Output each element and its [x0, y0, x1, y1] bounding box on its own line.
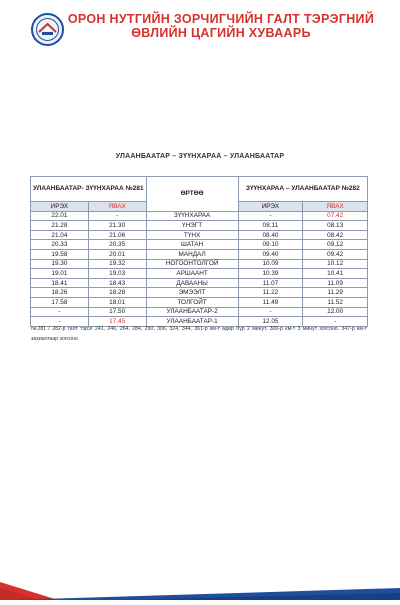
right-depart-cell: -: [303, 317, 368, 327]
right-arrive-cell: 11.22: [238, 288, 303, 298]
right-depart-cell: 11.09: [303, 278, 368, 288]
station-cell: НОГООНТОЛГОЙ: [146, 259, 238, 269]
right-depart-cell: 08.42: [303, 230, 368, 240]
left-depart-cell: -: [88, 211, 146, 221]
right-depart-cell: 10.41: [303, 269, 368, 279]
table-row: [31, 278, 368, 288]
right-arrive-cell: 10.39: [238, 269, 303, 279]
right-arrive-cell: 09.40: [238, 249, 303, 259]
left-depart-cell: 21.30: [88, 221, 146, 231]
left-depart-cell: 19.32: [88, 259, 146, 269]
left-route-header: УЛААНБААТАР- ЗҮҮНХАРАА №281: [31, 177, 147, 202]
right-route-header: ЗҮҮНХАРАА – УЛААНБААТАР №282: [238, 177, 367, 202]
left-arrive-cell: -: [31, 307, 89, 317]
table-row: [31, 307, 368, 317]
left-arrive-cell: 17.58: [31, 297, 89, 307]
left-arrive-cell: 19.58: [31, 249, 89, 259]
station-cell: ТҮНХ: [146, 230, 238, 240]
table-row: [31, 288, 368, 298]
right-depart-cell: 09.12: [303, 240, 368, 250]
railway-logo-icon: [31, 13, 64, 46]
left-arrive-cell: 18.41: [31, 278, 89, 288]
col-arrive-left: ИРЭХ: [31, 202, 89, 212]
left-arrive-cell: 20.33: [31, 240, 89, 250]
right-depart-cell: 09.42: [303, 249, 368, 259]
left-depart-cell: 17.45: [88, 317, 146, 327]
table-row: [31, 297, 368, 307]
station-cell: УЛААНБААТАР-1: [146, 317, 238, 327]
schedule-table: [30, 176, 368, 327]
page-title: [62, 12, 380, 40]
left-depart-cell: 18.01: [88, 297, 146, 307]
left-depart-cell: 19.03: [88, 269, 146, 279]
left-depart-cell: 17.50: [88, 307, 146, 317]
right-depart-cell: 08.13: [303, 221, 368, 231]
col-depart-right: ЯВАХ: [303, 202, 368, 212]
station-cell: АРШААНТ: [146, 269, 238, 279]
station-cell: МАНДАЛ: [146, 249, 238, 259]
station-cell: ШАТАН: [146, 240, 238, 250]
station-cell: ЗҮҮНХАРАА: [146, 211, 238, 221]
right-depart-cell: 10.12: [303, 259, 368, 269]
left-depart-cell: 20.01: [88, 249, 146, 259]
right-arrive-cell: 10.09: [238, 259, 303, 269]
right-depart-cell: 12.00: [303, 307, 368, 317]
station-cell: УЛААНБААТАР-2: [146, 307, 238, 317]
title-line-1: ОРОН НУТГИЙН ЗОРЧИГЧИЙН ГАЛТ ТЭРЭГНИЙ: [67, 12, 375, 26]
left-arrive-cell: 19.30: [31, 259, 89, 269]
right-arrive-cell: 08.40: [238, 230, 303, 240]
right-arrive-cell: 11.49: [238, 297, 303, 307]
col-depart-left: ЯВАХ: [88, 202, 146, 212]
left-depart-cell: 21.06: [88, 230, 146, 240]
right-depart-cell: 11.52: [303, 297, 368, 307]
header: [0, 0, 400, 60]
left-arrive-cell: 21.28: [31, 221, 89, 231]
station-header: ӨРТӨӨ: [146, 177, 238, 212]
schedule-note: №281 / 282-р галт тэрэг 241, 246, 264, 284, 290, 306, 324, 344, 361-р км-т өдөр бүр 2 минут, 300-р км-т 3 минут зогсоно. 347-р км-т захиалгаар зогсоно.: [31, 326, 367, 342]
right-arrive-cell: 08.11: [238, 221, 303, 231]
right-depart-cell: 11.29: [303, 288, 368, 298]
table-row: [31, 259, 368, 269]
left-depart-cell: 18.28: [88, 288, 146, 298]
table-row: [31, 211, 368, 221]
right-arrive-cell: 12.05: [238, 317, 303, 327]
table-row: [31, 230, 368, 240]
station-cell: ДАВААНЫ: [146, 278, 238, 288]
left-arrive-cell: 19.01: [31, 269, 89, 279]
table-row: [31, 249, 368, 259]
right-arrive-cell: 11.07: [238, 278, 303, 288]
left-arrive-cell: -: [31, 317, 89, 327]
left-arrive-cell: 22.01: [31, 211, 89, 221]
station-cell: ТОЛГОЙТ: [146, 297, 238, 307]
left-depart-cell: 20.35: [88, 240, 146, 250]
left-arrive-cell: 18.26: [31, 288, 89, 298]
table-row: [31, 240, 368, 250]
col-arrive-right: ИРЭХ: [238, 202, 303, 212]
footer-decoration: [0, 568, 400, 600]
station-cell: ҮНЭГТ: [146, 221, 238, 231]
left-depart-cell: 18.43: [88, 278, 146, 288]
table-row: [31, 221, 368, 231]
title-line-2: ӨВЛИЙН ЦАГИЙН ХУВААРЬ: [131, 26, 311, 40]
left-arrive-cell: 21.04: [31, 230, 89, 240]
table-row: [31, 269, 368, 279]
right-arrive-cell: -: [238, 307, 303, 317]
right-depart-cell: 07.42: [303, 211, 368, 221]
route-title: УЛААНБААТАР – ЗҮҮНХАРАА – УЛААНБААТАР: [115, 153, 285, 160]
station-cell: ЭМЭЭЛТ: [146, 288, 238, 298]
right-arrive-cell: -: [238, 211, 303, 221]
right-arrive-cell: 09.10: [238, 240, 303, 250]
